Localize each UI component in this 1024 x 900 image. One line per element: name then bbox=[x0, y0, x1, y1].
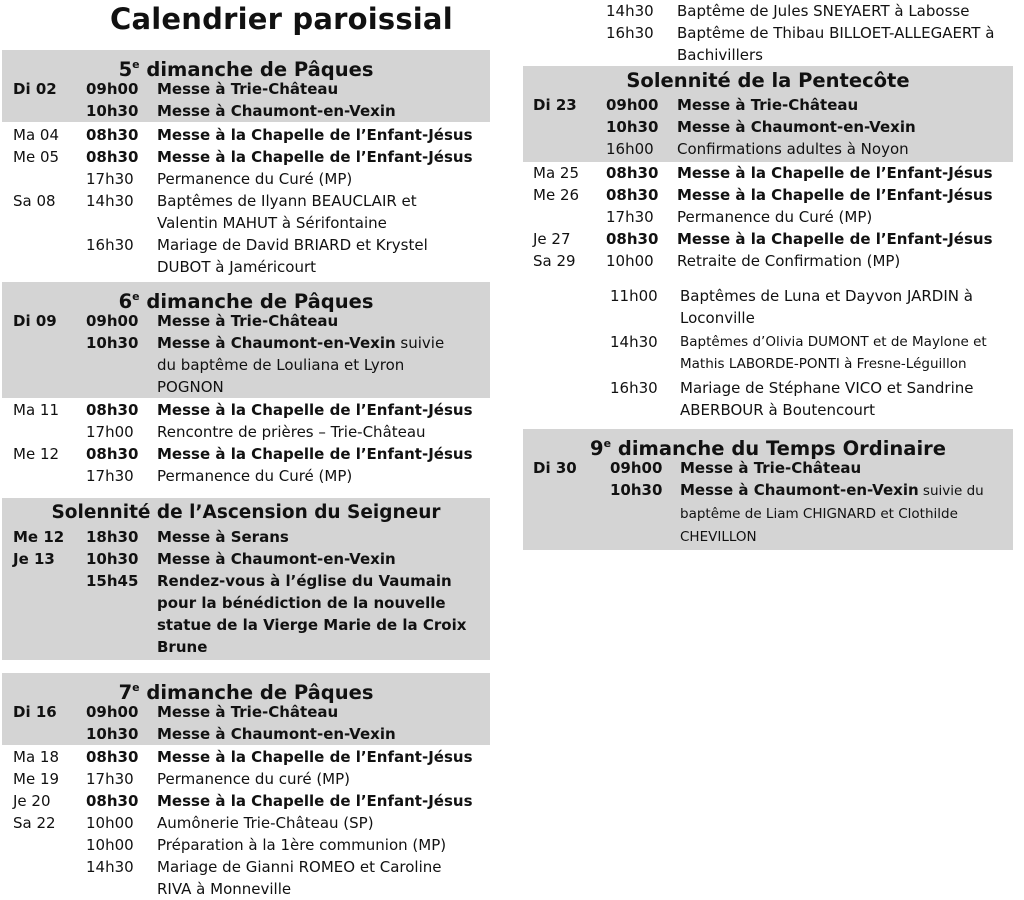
event-time: 10h30 bbox=[606, 118, 659, 136]
section-header-block bbox=[2, 50, 490, 122]
event-time: 09h00 bbox=[86, 703, 139, 721]
left-column bbox=[2, 50, 490, 900]
event-day: Ma 04 bbox=[13, 126, 59, 144]
event-row bbox=[523, 22, 1013, 66]
event-row bbox=[523, 116, 1013, 138]
event-description: Messe à Chaumont-en-Vexin suivie du baptême de Liam CHIGNARD et Clothilde CHEVILLON bbox=[680, 481, 984, 545]
event-row bbox=[2, 768, 490, 790]
event-description: Rendez-vous à l’église du Vaumain pour la bénédiction de la nouvelle statue de la Vierge Marie de la Croix Brune bbox=[157, 572, 467, 656]
event-description: Messe à la Chapelle de l’Enfant-Jésus bbox=[157, 148, 473, 166]
event-description: Baptême de Thibau BILLOET-ALLEGAERT à Bachivillers bbox=[677, 24, 995, 64]
event-row bbox=[523, 250, 1013, 272]
event-time: 10h30 bbox=[86, 725, 139, 743]
section-header-block bbox=[2, 282, 490, 398]
event-description: Messe à la Chapelle de l’Enfant-Jésus bbox=[157, 748, 473, 766]
event-row bbox=[523, 206, 1013, 228]
event-description: Aumônerie Trie-Château (SP) bbox=[157, 814, 374, 832]
event-time: 09h00 bbox=[86, 312, 139, 330]
event-row bbox=[523, 479, 1013, 548]
event-description: Mariage de Stéphane VICO et Sandrine ABERBOUR à Boutencourt bbox=[680, 379, 974, 419]
event-description: Mariage de David BRIARD et Krystel DUBOT à Jaméricourt bbox=[157, 236, 428, 276]
event-time: 08h30 bbox=[606, 230, 659, 248]
event-day: Sa 22 bbox=[13, 814, 56, 832]
event-description: Messe à Trie-Château bbox=[677, 96, 859, 114]
section-heading: Solennité de l’Ascension du Seigneur bbox=[51, 502, 441, 523]
event-description: Baptême de Jules SNEYAERT à Labosse bbox=[677, 2, 970, 20]
event-day: Di 09 bbox=[13, 312, 57, 330]
event-row bbox=[523, 331, 1013, 375]
event-description: Préparation à la 1ère communion (MP) bbox=[157, 836, 447, 854]
event-day: Sa 08 bbox=[13, 192, 56, 210]
event-description: Messe à Chaumont-en-Vexin bbox=[157, 725, 396, 743]
event-time: 10h30 bbox=[86, 334, 139, 352]
event-row bbox=[2, 190, 490, 234]
event-description: Messe à la Chapelle de l’Enfant-Jésus bbox=[157, 792, 473, 810]
event-description: Confirmations adultes à Noyon bbox=[677, 140, 909, 158]
event-time: 17h30 bbox=[606, 208, 654, 226]
event-row bbox=[2, 790, 490, 812]
event-description: Messe à Chaumont-en-Vexin bbox=[157, 550, 396, 568]
section-heading: Solennité de la Pentecôte bbox=[626, 69, 910, 92]
event-day: Me 19 bbox=[13, 770, 60, 788]
event-time: 09h00 bbox=[606, 96, 659, 114]
event-description: Messe à la Chapelle de l’Enfant-Jésus bbox=[157, 401, 473, 419]
section-9e-dimanche-temps-ordinaire bbox=[523, 429, 1013, 550]
event-day: Me 12 bbox=[13, 528, 65, 546]
event-time: 09h00 bbox=[610, 459, 663, 477]
event-row bbox=[2, 399, 490, 421]
event-time: 17h00 bbox=[86, 423, 134, 441]
event-time: 10h30 bbox=[610, 481, 663, 499]
event-description: Messe à la Chapelle de l’Enfant-Jésus bbox=[677, 164, 993, 182]
event-day: Je 13 bbox=[13, 550, 55, 568]
event-time: 08h30 bbox=[86, 445, 139, 463]
event-description: Messe à Chaumont-en-Vexin suivie du baptême de Louliana et Lyron POGNON bbox=[157, 334, 445, 396]
event-row bbox=[2, 834, 490, 856]
event-row bbox=[523, 94, 1013, 116]
event-description: Messe à Trie-Château bbox=[680, 459, 862, 477]
event-description: Messe à la Chapelle de l’Enfant-Jésus bbox=[677, 186, 993, 204]
event-time: 08h30 bbox=[86, 748, 139, 766]
event-row bbox=[523, 162, 1013, 184]
event-row bbox=[2, 234, 490, 278]
event-row bbox=[2, 443, 490, 465]
continued-events bbox=[523, 0, 1013, 66]
event-description: Baptêmes d’Olivia DUMONT et de Maylone et Mathis LABORDE-PONTI à Fresne-Léguillon bbox=[680, 334, 987, 372]
section-6e-dimanche-paques bbox=[2, 282, 490, 487]
event-time: 17h30 bbox=[86, 170, 134, 188]
event-row bbox=[2, 146, 490, 168]
event-row bbox=[2, 701, 490, 723]
event-row bbox=[2, 310, 490, 332]
event-time: 10h30 bbox=[86, 550, 139, 568]
event-time: 08h30 bbox=[86, 148, 139, 166]
event-time: 11h00 bbox=[610, 287, 658, 305]
event-day: Me 26 bbox=[533, 186, 580, 204]
event-description: Permanence du curé (MP) bbox=[157, 770, 351, 788]
event-row bbox=[523, 184, 1013, 206]
event-row bbox=[2, 168, 490, 190]
event-row bbox=[2, 548, 490, 570]
event-description: Messe à Chaumont-en-Vexin bbox=[157, 102, 396, 120]
event-row bbox=[523, 285, 1013, 329]
section-heading: 9e dimanche du Temps Ordinaire bbox=[590, 437, 946, 460]
event-row bbox=[523, 138, 1013, 160]
section-plain-block bbox=[2, 122, 490, 278]
event-time: 10h00 bbox=[86, 814, 134, 832]
event-description: Messe à Trie-Château bbox=[157, 703, 339, 721]
event-description: Baptêmes de Ilyann BEAUCLAIR et Valentin MAHUT à Sérifontaine bbox=[157, 192, 417, 232]
event-day: Ma 18 bbox=[13, 748, 59, 766]
event-row bbox=[2, 746, 490, 768]
event-time: 16h30 bbox=[606, 24, 654, 42]
section-heading: 5e dimanche de Pâques bbox=[118, 58, 374, 81]
event-time: 15h45 bbox=[86, 572, 139, 590]
event-description: Mariage de Gianni ROMEO et Caroline RIVA à Monneville bbox=[157, 858, 442, 898]
section-plain-block bbox=[2, 398, 490, 487]
event-day: Di 30 bbox=[533, 459, 577, 477]
section-heading: 6e dimanche de Pâques bbox=[118, 290, 374, 313]
event-row bbox=[2, 332, 490, 398]
event-row bbox=[2, 124, 490, 146]
event-day: Di 23 bbox=[533, 96, 577, 114]
event-row bbox=[2, 78, 490, 100]
event-row bbox=[523, 0, 1013, 22]
section-ascension bbox=[2, 498, 490, 660]
event-row bbox=[2, 856, 490, 900]
section-heading: 7e dimanche de Pâques bbox=[118, 681, 374, 704]
event-day: Me 12 bbox=[13, 445, 60, 463]
event-time: 17h30 bbox=[86, 467, 134, 485]
section-header-block bbox=[523, 66, 1013, 162]
event-description: Baptêmes de Luna et Dayvon JARDIN à Loconville bbox=[680, 287, 973, 327]
event-description: Messe à la Chapelle de l’Enfant-Jésus bbox=[157, 445, 473, 463]
event-time: 08h30 bbox=[86, 792, 139, 810]
event-time: 10h30 bbox=[86, 102, 139, 120]
event-row bbox=[2, 570, 490, 658]
event-time: 14h30 bbox=[606, 2, 654, 20]
section-plain-block bbox=[523, 162, 1013, 421]
event-description: Permanence du Curé (MP) bbox=[677, 208, 873, 226]
event-time: 16h30 bbox=[86, 236, 134, 254]
event-row bbox=[523, 457, 1013, 479]
event-description: Messe à Chaumont-en-Vexin bbox=[677, 118, 916, 136]
event-row bbox=[2, 723, 490, 745]
event-time: 16h00 bbox=[606, 140, 654, 158]
event-time: 14h30 bbox=[610, 333, 658, 351]
event-description: Rencontre de prières – Trie-Château bbox=[157, 423, 426, 441]
event-description: Permanence du Curé (MP) bbox=[157, 467, 353, 485]
event-day: Sa 29 bbox=[533, 252, 576, 270]
event-time: 14h30 bbox=[86, 858, 134, 876]
event-day: Ma 25 bbox=[533, 164, 579, 182]
event-row bbox=[2, 465, 490, 487]
event-row bbox=[523, 228, 1013, 250]
section-pentecote bbox=[523, 66, 1013, 421]
event-description: Messe à la Chapelle de l’Enfant-Jésus bbox=[677, 230, 993, 248]
event-day: Di 16 bbox=[13, 703, 57, 721]
event-time: 10h00 bbox=[606, 252, 654, 270]
event-description: Messe à la Chapelle de l’Enfant-Jésus bbox=[157, 126, 473, 144]
event-description: Permanence du Curé (MP) bbox=[157, 170, 353, 188]
event-time: 14h30 bbox=[86, 192, 134, 210]
event-time: 08h30 bbox=[606, 164, 659, 182]
event-time: 16h30 bbox=[610, 379, 658, 397]
section-plain-block bbox=[2, 745, 490, 900]
section-5e-dimanche-paques bbox=[2, 50, 490, 278]
event-time: 10h00 bbox=[86, 836, 134, 854]
event-description: Messe à Trie-Château bbox=[157, 80, 339, 98]
section-7e-dimanche-paques bbox=[2, 673, 490, 900]
event-description: Messe à Serans bbox=[157, 528, 289, 546]
event-time: 18h30 bbox=[86, 528, 139, 546]
event-time: 17h30 bbox=[86, 770, 134, 788]
event-time: 08h30 bbox=[606, 186, 659, 204]
section-header-block bbox=[2, 673, 490, 745]
event-description: Retraite de Confirmation (MP) bbox=[677, 252, 901, 270]
event-day: Di 02 bbox=[13, 80, 57, 98]
event-day: Je 20 bbox=[13, 792, 51, 810]
right-column bbox=[523, 0, 1013, 550]
event-time: 08h30 bbox=[86, 126, 139, 144]
event-time: 08h30 bbox=[86, 401, 139, 419]
event-day: Me 05 bbox=[13, 148, 60, 166]
event-day: Je 27 bbox=[533, 230, 571, 248]
event-time: 09h00 bbox=[86, 80, 139, 98]
event-row bbox=[2, 421, 490, 443]
event-row bbox=[523, 377, 1013, 421]
page-title: Calendrier paroissial bbox=[110, 2, 453, 36]
event-row bbox=[2, 812, 490, 834]
event-row bbox=[2, 526, 490, 548]
event-description: Messe à Trie-Château bbox=[157, 312, 339, 330]
event-row bbox=[2, 100, 490, 122]
event-day: Ma 11 bbox=[13, 401, 59, 419]
